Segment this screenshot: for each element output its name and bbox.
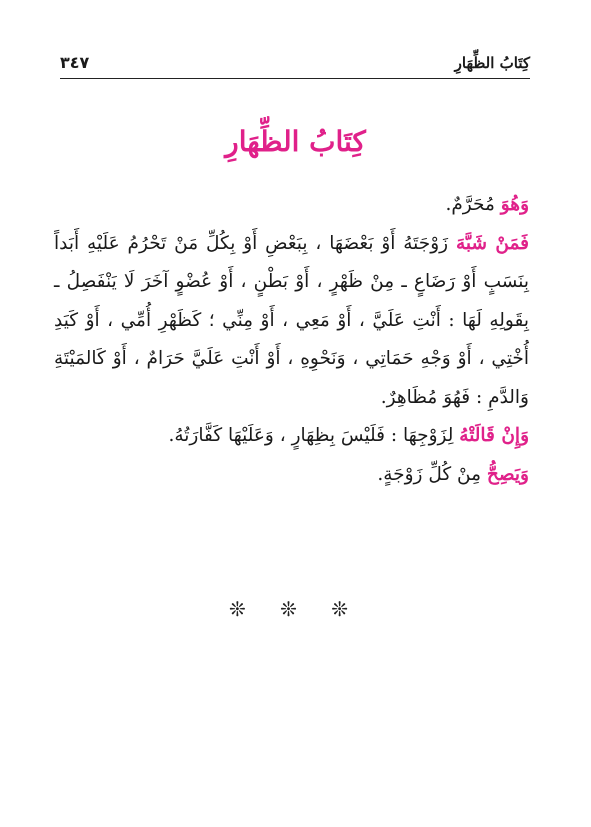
chapter-title: كِتَابُ الظِّهَارِ (225, 125, 366, 158)
paragraph-wife-says (54, 417, 529, 456)
running-header (60, 52, 530, 79)
paragraph-definition (54, 225, 529, 418)
paragraph-lead: وَإِنْ قَالَتْهُ (459, 425, 529, 446)
paragraph-text: مِنْ كُلِّ زَوْجَةٍ. (377, 463, 487, 485)
paragraph-lead: وَيَصِحُّ (486, 463, 529, 485)
paragraph-text: مُحَرَّمٌ. (445, 194, 501, 215)
paragraph-validity (54, 456, 529, 495)
paragraph-lead: وَهُوَ (500, 194, 529, 215)
paragraph-text: لِزَوْجِهَا : فَلَيْسَ بِظِهَارٍ ، وَعَلَيْهَا كَفَّارَتُهُ. (168, 425, 460, 446)
paragraph-ruling (54, 186, 529, 225)
page-number: ٣٤٧ (60, 53, 90, 72)
paragraph-lead: فَمَنْ شَبَّهَ (455, 232, 529, 254)
body-text (54, 186, 529, 494)
paragraph-text: زَوْجَتَهُ أَوْ بَعْضَهَا ، بِبَعْضِ أَوْ بِكُلِّ مَنْ تَحْرُمُ عَلَيْهِ أَبَداً بِنَسَبٍ أَوْ رَضَاعٍ ـ مِنْ ظَهْرٍ ، أَوْ بَطْنٍ ، أَوْ عُضْوٍ آخَرَ لَا يَنْفَصِلُ ـ بِقَولِهِ لَهَا : أَنْتِ عَلَيَّ ، أَوْ مَعِي ، أَوْ مِنِّي ؛ كَظَهْرِ أُمِّي ، أَوْ كَيَدِ أُخْتِي ، أَوْ وَجْهِ حَمَاتِي ، وَنَحْوِهِ ، أَوْ أَنْتِ عَلَيَّ حَرَامٌ ، أَوْ كَالمَيْتَةِ وَالدَّمِ : فَهُوَ مُظَاهِرٌ. (54, 232, 529, 408)
section-separator: ❊ ❊ ❊ (229, 597, 362, 621)
running-header-title: كِتَابُ الظِّهَارِ (454, 54, 530, 72)
